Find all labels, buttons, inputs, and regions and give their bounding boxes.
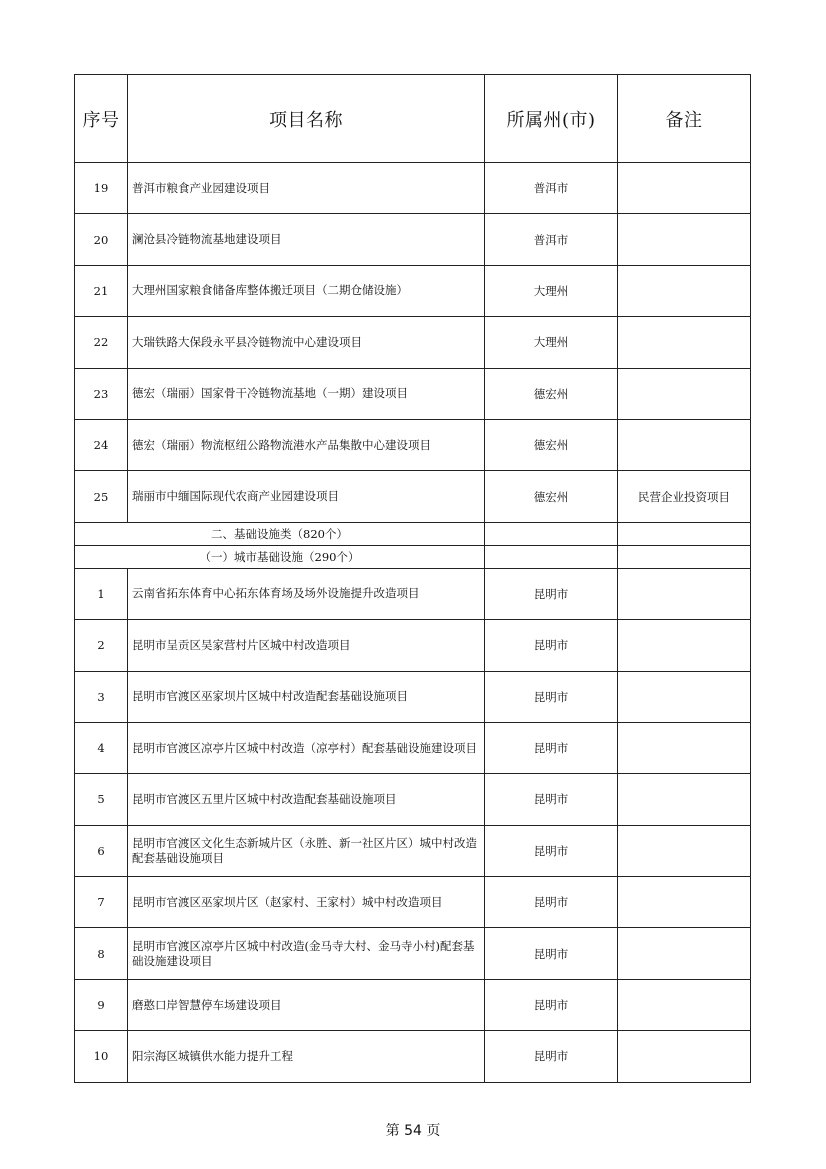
row-project-name: 昆明市官渡区巫家坝片区（赵家村、王家村）城中村改造项目 (128, 877, 485, 928)
row-note (618, 928, 751, 979)
row-region: 昆明市 (485, 722, 618, 773)
row-serial-no: 7 (75, 877, 128, 928)
header-serial-no: 序号 (75, 75, 128, 163)
row-serial-no: 21 (75, 265, 128, 316)
row-note: 民营企业投资项目 (618, 471, 751, 522)
row-region: 大理州 (485, 317, 618, 368)
table-row (75, 1031, 751, 1082)
row-note (618, 1031, 751, 1082)
subsection-heading-row (75, 545, 751, 568)
row-project-name: 云南省拓东体育中心拓东体育场及场外设施提升改造项目 (128, 568, 485, 619)
row-serial-no: 9 (75, 979, 128, 1030)
row-region: 昆明市 (485, 928, 618, 979)
row-note (618, 671, 751, 722)
table-body-group-a (75, 163, 751, 523)
table-row (75, 214, 751, 265)
row-project-name: 大瑞铁路大保段永平县冷链物流中心建设项目 (128, 317, 485, 368)
row-project-name: 澜沧县冷链物流基地建设项目 (128, 214, 485, 265)
row-note (618, 419, 751, 470)
row-serial-no: 2 (75, 620, 128, 671)
row-serial-no: 10 (75, 1031, 128, 1082)
table-header-row (75, 75, 751, 163)
table-row (75, 620, 751, 671)
table-row (75, 774, 751, 825)
row-project-name: 昆明市官渡区巫家坝片区城中村改造配套基础设施项目 (128, 671, 485, 722)
row-project-name: 阳宗海区城镇供水能力提升工程 (128, 1031, 485, 1082)
row-serial-no: 6 (75, 825, 128, 876)
subsection-heading: （一）城市基础设施（290个） (75, 545, 485, 568)
row-region: 昆明市 (485, 825, 618, 876)
row-note (618, 979, 751, 1030)
row-region: 昆明市 (485, 620, 618, 671)
table-row (75, 317, 751, 368)
table-row (75, 671, 751, 722)
row-serial-no: 1 (75, 568, 128, 619)
row-serial-no: 8 (75, 928, 128, 979)
row-note (618, 877, 751, 928)
row-project-name: 德宏（瑞丽）国家骨干冷链物流基地（一期）建设项目 (128, 368, 485, 419)
row-region: 昆明市 (485, 979, 618, 1030)
row-serial-no: 5 (75, 774, 128, 825)
subsection-note-cell (618, 545, 751, 568)
header-region: 所属州(市) (485, 75, 618, 163)
table-row (75, 419, 751, 470)
header-note: 备注 (618, 75, 751, 163)
section-region-cell (485, 522, 618, 545)
subsection-region-cell (485, 545, 618, 568)
row-note (618, 368, 751, 419)
row-region: 大理州 (485, 265, 618, 316)
row-project-name: 磨憨口岸智慧停车场建设项目 (128, 979, 485, 1030)
row-note (618, 163, 751, 214)
row-serial-no: 23 (75, 368, 128, 419)
section-heading: 二、基础设施类（820个） (75, 522, 485, 545)
row-serial-no: 24 (75, 419, 128, 470)
row-region: 普洱市 (485, 163, 618, 214)
row-serial-no: 22 (75, 317, 128, 368)
section-heading-row (75, 522, 751, 545)
row-note (618, 620, 751, 671)
row-region: 昆明市 (485, 774, 618, 825)
row-project-name: 昆明市官渡区五里片区城中村改造配套基础设施项目 (128, 774, 485, 825)
row-serial-no: 19 (75, 163, 128, 214)
table-row (75, 568, 751, 619)
table-section-headings (75, 522, 751, 568)
table-row (75, 979, 751, 1030)
table-row (75, 471, 751, 522)
row-project-name: 德宏（瑞丽）物流枢纽公路物流港水产品集散中心建设项目 (128, 419, 485, 470)
row-region: 德宏州 (485, 368, 618, 419)
row-project-name: 大理州国家粮食储备库整体搬迁项目（二期仓储设施） (128, 265, 485, 316)
row-region: 昆明市 (485, 671, 618, 722)
row-region: 普洱市 (485, 214, 618, 265)
header-project-name: 项目名称 (128, 75, 485, 163)
row-region: 德宏州 (485, 471, 618, 522)
row-project-name: 昆明市呈贡区吴家营村片区城中村改造项目 (128, 620, 485, 671)
row-note (618, 568, 751, 619)
row-region: 昆明市 (485, 1031, 618, 1082)
project-table (74, 74, 751, 1083)
table-row (75, 368, 751, 419)
row-note (618, 774, 751, 825)
row-region: 昆明市 (485, 568, 618, 619)
row-note (618, 722, 751, 773)
row-note (618, 317, 751, 368)
table-row (75, 877, 751, 928)
row-serial-no: 4 (75, 722, 128, 773)
table-row (75, 928, 751, 979)
row-project-name: 昆明市官渡区凉亭片区城中村改造（凉亭村）配套基础设施建设项目 (128, 722, 485, 773)
row-note (618, 825, 751, 876)
row-region: 昆明市 (485, 877, 618, 928)
table-row (75, 265, 751, 316)
table-row (75, 825, 751, 876)
row-project-name: 昆明市官渡区凉亭片区城中村改造(金马寺大村、金马寺小村)配套基础设施建设项目 (128, 928, 485, 979)
section-note-cell (618, 522, 751, 545)
page-number: 第 54 页 (385, 1123, 441, 1139)
row-project-name: 普洱市粮食产业园建设项目 (128, 163, 485, 214)
table-row (75, 163, 751, 214)
table-body-group-b (75, 568, 751, 1082)
table-row (75, 722, 751, 773)
row-project-name: 昆明市官渡区文化生态新城片区（永胜、新一社区片区）城中村改造配套基础设施项目 (128, 825, 485, 876)
row-serial-no: 3 (75, 671, 128, 722)
row-note (618, 265, 751, 316)
row-region: 德宏州 (485, 419, 618, 470)
row-note (618, 214, 751, 265)
row-project-name: 瑞丽市中缅国际现代农商产业园建设项目 (128, 471, 485, 522)
row-serial-no: 25 (75, 471, 128, 522)
row-serial-no: 20 (75, 214, 128, 265)
